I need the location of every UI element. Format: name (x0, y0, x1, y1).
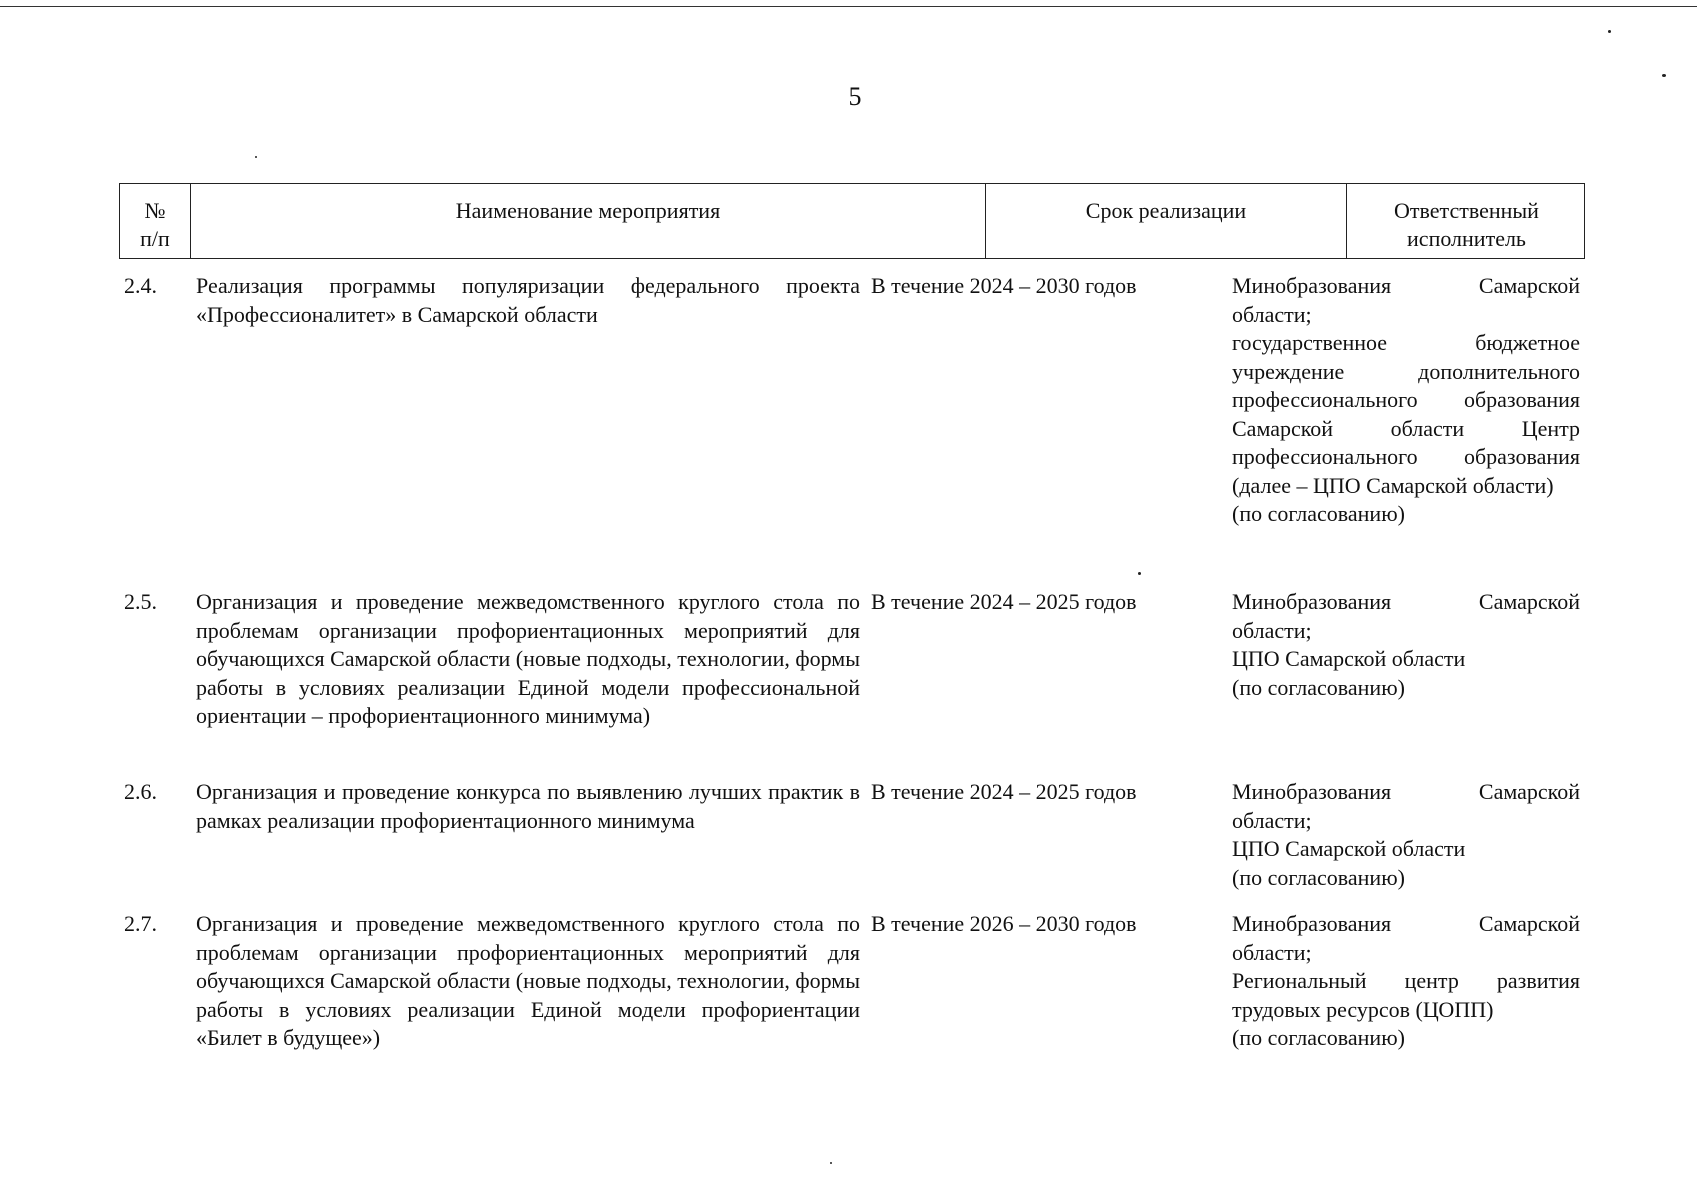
header-num: № п/п (120, 184, 191, 258)
row-responsible (1232, 588, 1580, 702)
table-header (119, 183, 1585, 259)
responsible-line: (по согласованию) (1232, 864, 1405, 890)
responsible-line: (по согласованию) (1232, 674, 1405, 700)
scan-speck (255, 156, 257, 158)
row-name: Организация и проведение конкурса по выявлению лучших практик в рамках реализации профориентационного минимума (196, 779, 860, 833)
header-responsible: Ответственный исполнитель (1394, 198, 1539, 251)
responsible-line: государственное бюджетное учреждение дополнительного профессионального образования Самарской области Центр профессионального образования (далее – ЦПО Самарской области) (1232, 330, 1580, 498)
scan-speck (830, 1162, 832, 1164)
row-term: В течение 2024 – 2025 годов (871, 779, 1137, 804)
scan-speck (1138, 572, 1141, 575)
scan-speck (1662, 74, 1666, 77)
row-name: Организация и проведение межведомственного круглого стола по проблемам организации профориентационных мероприятий для обучающихся Самарской области (новые подходы, технологии, формы работы в условиях реализации Единой модели профориентации «Билет в будущее») (196, 911, 860, 1050)
row-term: В течение 2024 – 2025 годов (871, 589, 1137, 614)
scan-speck (1608, 30, 1611, 33)
row-responsible (1232, 778, 1580, 892)
responsible-line: Минобразования Самарской области; (1232, 273, 1580, 327)
responsible-line: ЦПО Самарской области (1232, 836, 1466, 861)
row-responsible (1232, 272, 1580, 529)
top-rule (0, 6, 1697, 7)
row-name: Реализация программы популяризации федерального проекта «Профессионалитет» в Самарской области (196, 273, 860, 327)
row-num: 2.4. (124, 273, 157, 298)
header-term: Срок реализации (986, 184, 1347, 258)
row-name: Организация и проведение межведомственного круглого стола по проблемам организации профориентационных мероприятий для обучающихся Самарской области (новые подходы, технологии, формы работы в условиях реализации Единой модели профессиональной ориентации – профориентационного минимума) (196, 589, 860, 728)
responsible-line: Минобразования Самарской области; (1232, 779, 1580, 833)
row-term: В течение 2024 – 2030 годов (871, 273, 1137, 298)
row-num: 2.5. (124, 589, 157, 614)
responsible-line: Региональный центр развития трудовых ресурсов (ЦОПП) (1232, 968, 1580, 1022)
responsible-line: ЦПО Самарской области (1232, 646, 1466, 671)
responsible-line: (по согласованию) (1232, 1025, 1405, 1050)
header-name: Наименование мероприятия (191, 184, 986, 258)
page-number: 5 (848, 82, 862, 111)
row-term: В течение 2026 – 2030 годов (871, 911, 1137, 936)
row-responsible (1232, 910, 1580, 1053)
responsible-line: (по согласованию) (1232, 501, 1405, 526)
row-num: 2.6. (124, 779, 157, 804)
responsible-line: Минобразования Самарской области; (1232, 911, 1580, 965)
row-num: 2.7. (124, 911, 157, 936)
responsible-line: Минобразования Самарской области; (1232, 589, 1580, 643)
